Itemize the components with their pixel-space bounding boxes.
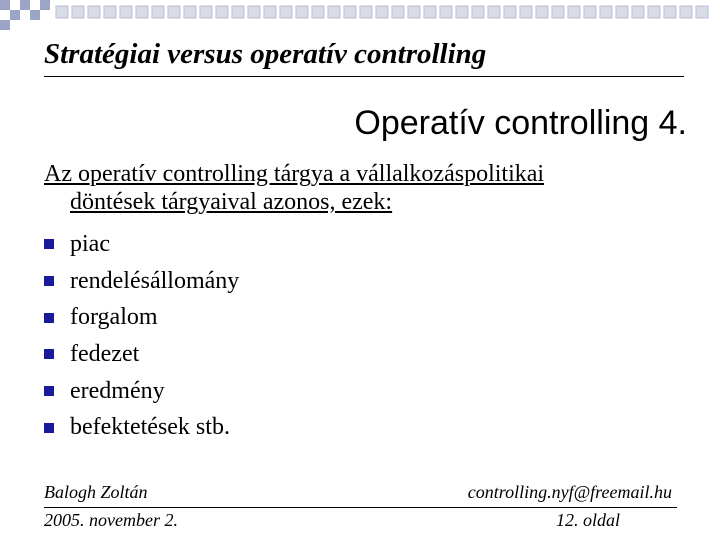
list-item-label: fedezet bbox=[70, 340, 140, 367]
square-bullet-icon bbox=[44, 349, 54, 359]
list-item bbox=[44, 226, 239, 263]
list-item bbox=[44, 263, 239, 300]
list-item-label: befektetések stb. bbox=[70, 414, 230, 441]
list-item-label: forgalom bbox=[70, 304, 158, 331]
footer-email: controlling.nyf@freemail.hu bbox=[467, 482, 672, 502]
intro-line-2: döntések tárgyaival azonos, ezek: bbox=[70, 189, 393, 215]
header-divider bbox=[44, 76, 684, 77]
decorative-squares-band bbox=[0, 0, 720, 36]
list-item-label: piac bbox=[70, 230, 110, 257]
list-item-label: rendelésállomány bbox=[70, 267, 240, 294]
square-bullet-icon bbox=[44, 386, 54, 396]
square-bullet-icon bbox=[44, 313, 54, 323]
header-title: Stratégiai versus operatív controlling bbox=[44, 38, 487, 70]
intro-text bbox=[44, 160, 694, 216]
bullet-list bbox=[44, 226, 239, 446]
footer-page-number: 12. oldal bbox=[555, 510, 620, 530]
list-item bbox=[44, 373, 239, 410]
square-bullet-icon bbox=[44, 239, 54, 249]
list-item bbox=[44, 409, 239, 446]
intro-line-1: Az operatív controlling tárgya a vállalkozáspolitikai bbox=[44, 161, 545, 187]
footer-divider bbox=[44, 507, 677, 508]
list-item-label: eredmény bbox=[70, 377, 165, 404]
list-item bbox=[44, 299, 239, 336]
footer-date: 2005. november 2. bbox=[44, 510, 178, 530]
square-bullet-icon bbox=[44, 276, 54, 286]
list-item bbox=[44, 336, 239, 373]
square-bullet-icon bbox=[44, 423, 54, 433]
slide-title: Operatív controlling 4. bbox=[354, 104, 687, 142]
footer-author: Balogh Zoltán bbox=[44, 482, 148, 502]
